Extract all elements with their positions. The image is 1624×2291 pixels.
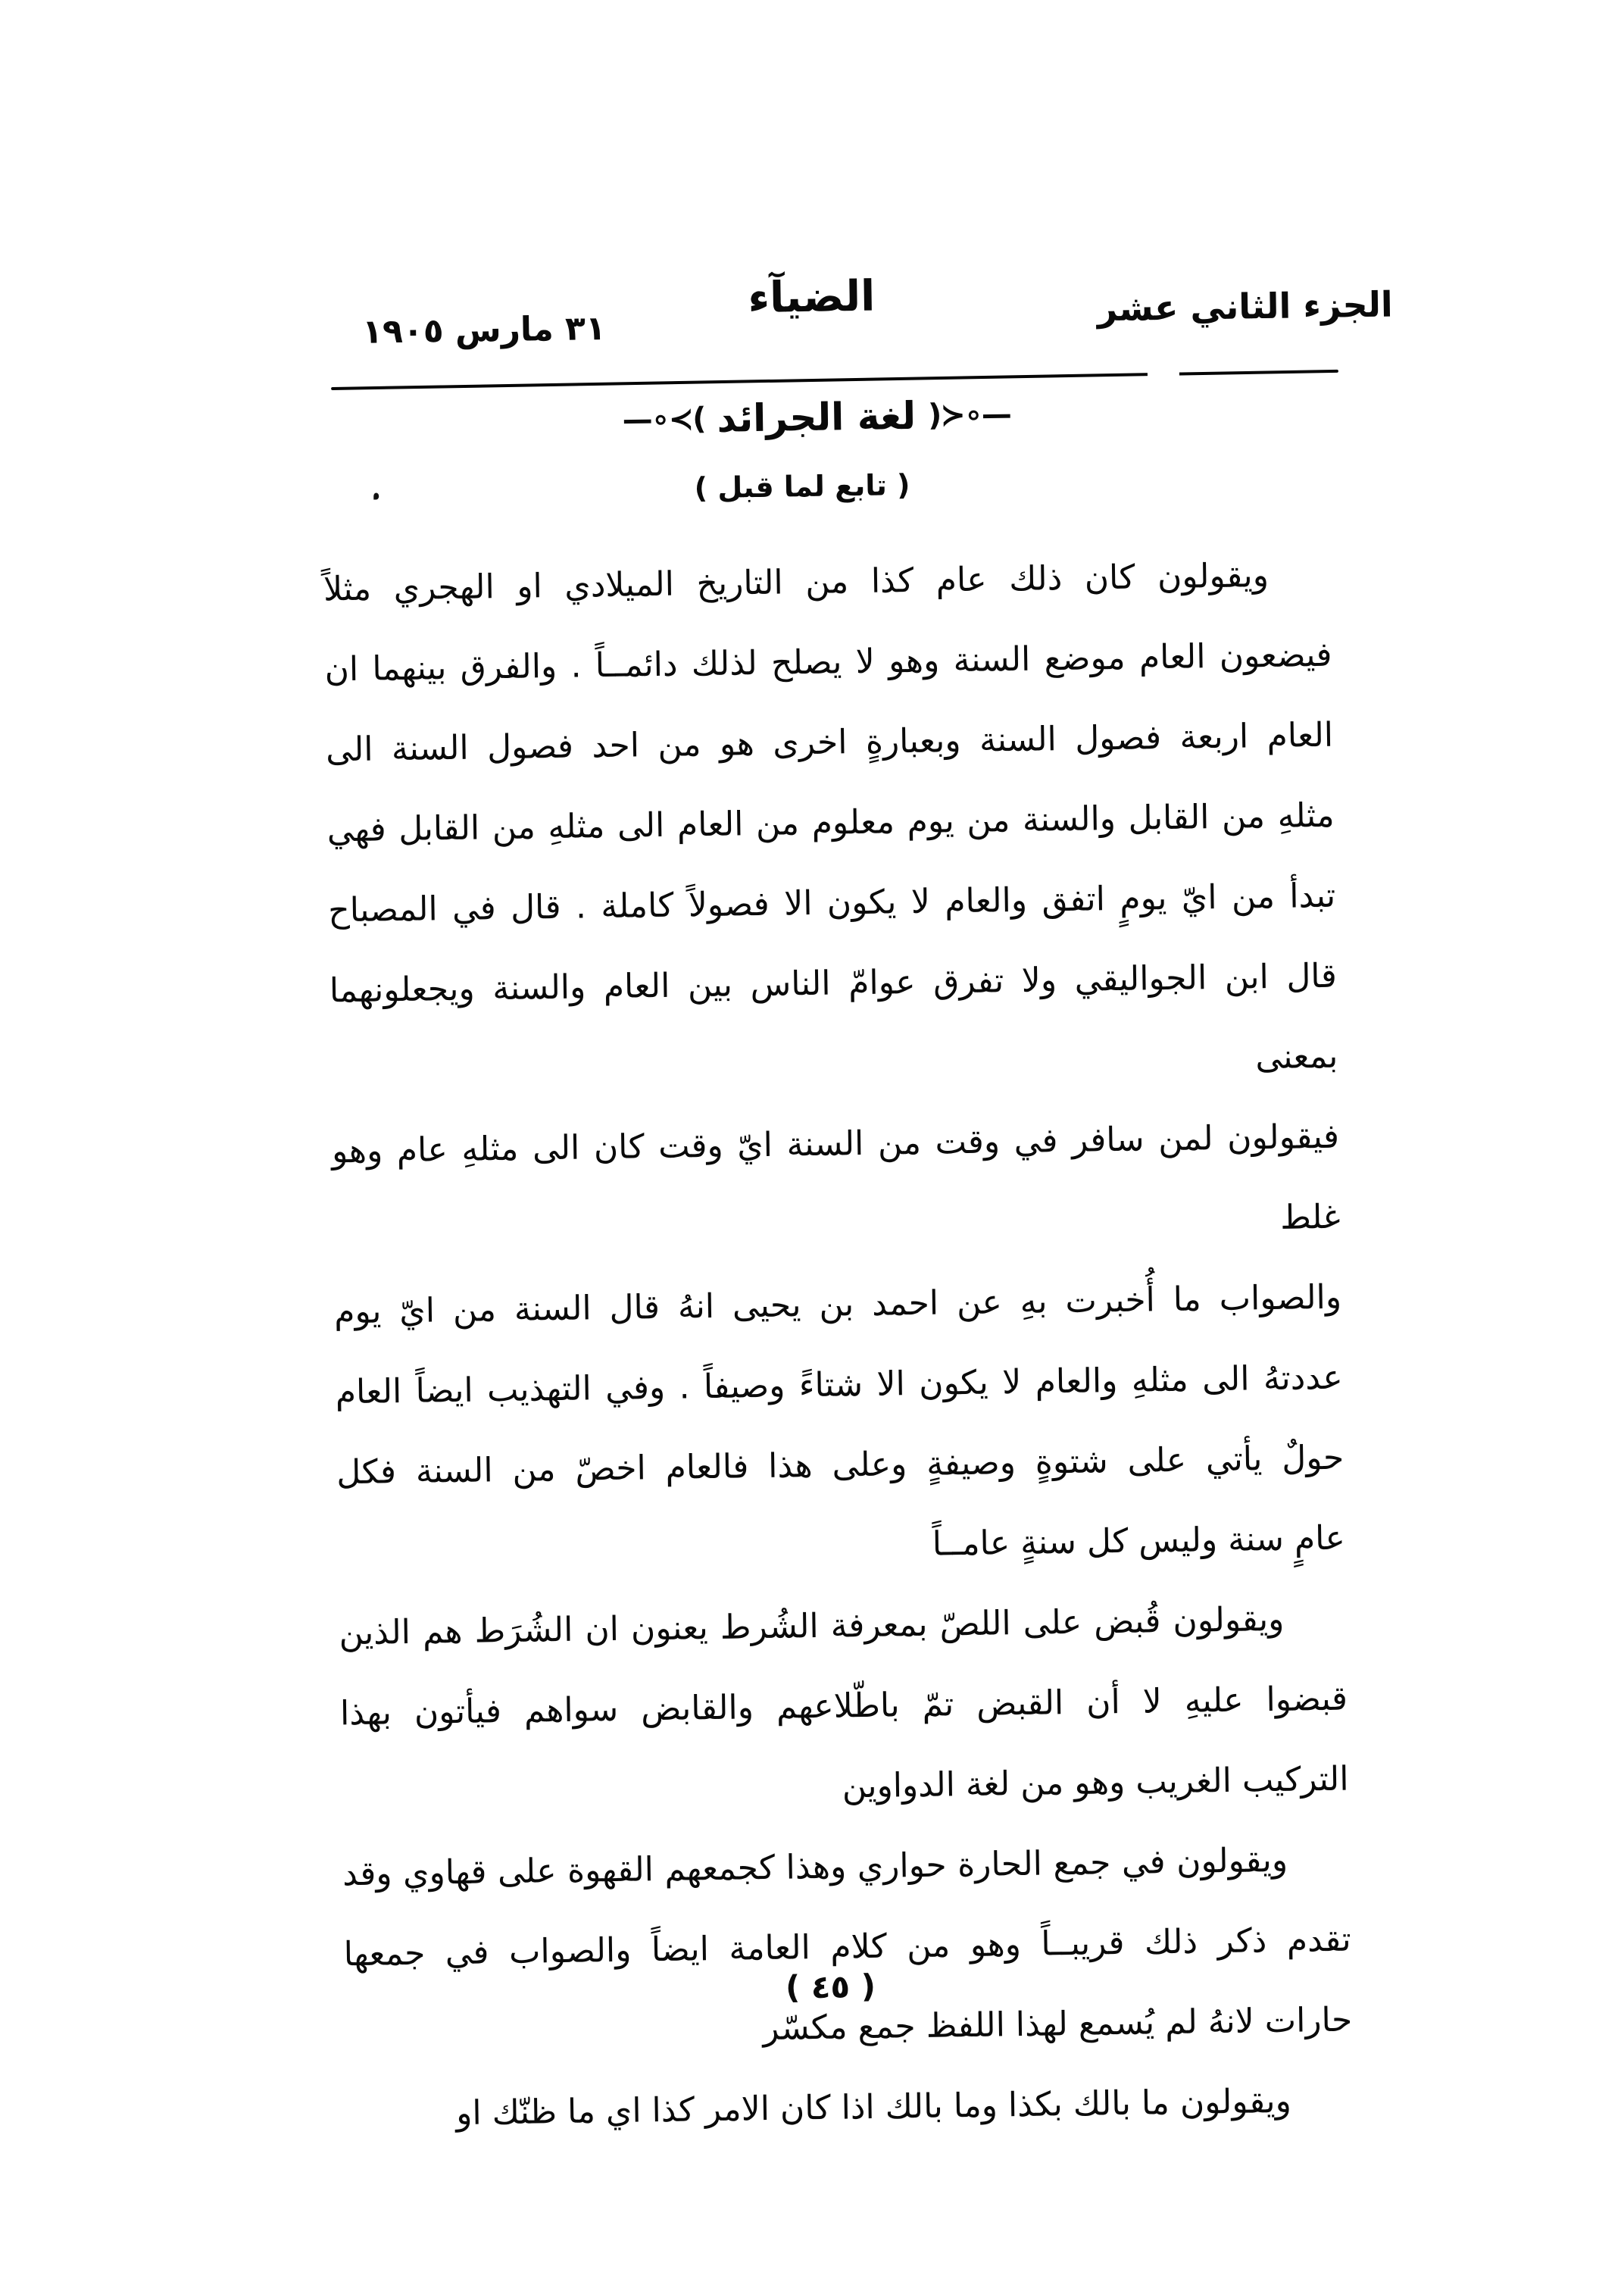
- issue-date: ٣١ مارس ١٩٠٥: [361, 308, 607, 352]
- title-ornament-right: )≻∘—: [927, 397, 1011, 433]
- text-line: تبدأ من ايّ يومٍ اتفق والعام لا يكون الا فصولاً كاملة . قال في المصباح: [327, 876, 1336, 930]
- section-title-row: [573, 392, 1059, 442]
- text-line: التركيب الغريب وهو من لغة الدواوين: [842, 1759, 1349, 1806]
- text-line: عددتهُ الى مثلهِ والعام لا يكون الا شتاءً وصيفاً . وفي التهذيب ايضاً العام: [335, 1358, 1343, 1412]
- text-line: قبضوا عليهِ لا أن القبض تمّ باطّلاعهم والقابض سواهم فيأتون بهذا: [339, 1679, 1348, 1733]
- text-line: العام اربعة فصول السنة وبعبارةٍ اخرى هو من احد فصول السنة الى: [325, 715, 1334, 770]
- ink-speck: [373, 492, 379, 499]
- article-body: [323, 535, 1354, 2155]
- text-line: فيضعون العام موضع السنة وهو لا يصلح لذلك دائمــاً . والفرق بينهما ان: [324, 635, 1332, 689]
- journal-masthead: الضيآء: [747, 271, 876, 323]
- text-line: ويقولون في جمع الحارة حواري وهذا كجمعهم القهوة على قهاوي وقد: [342, 1840, 1288, 1894]
- header-divider: [331, 370, 1338, 390]
- text-line: والصواب ما أُخبرت بهِ عن احمد بن يحيى انهُ قال السنة من ايّ يوم: [333, 1277, 1342, 1332]
- text-line: ويقولون كان ذلك عام كذا من التاريخ الميلادي او الهجري مثلاً: [323, 555, 1270, 609]
- text-line: ويقولون ما بالك بكذا وما بالك اذا كان الامر كذا اي ما ظنّك او: [455, 2081, 1292, 2133]
- section-subtitle: ( تابع لما قبل ): [694, 467, 910, 505]
- page-number: ( ٤٥ ): [785, 1967, 876, 2006]
- issue-label: الجزء الثاني عشر: [1097, 283, 1394, 330]
- text-line: تقدم ذكر ذلك قريبــاً وهو من كلام العامة ايضاً والصواب في جمعها: [343, 1920, 1352, 1974]
- text-line: ويقولون قُبض على اللصّ بمعرفة الشُرط يعنون ان الشُرَط هم الذين: [339, 1599, 1285, 1653]
- text-line: مثلهِ من القابل والسنة من يوم معلوم من العام الى مثلهِ من القابل فهي: [326, 795, 1335, 850]
- text-line: عامٍ سنة وليس كل سنةٍ عامــاً: [932, 1518, 1346, 1564]
- text-line: حولٌ يأتي على شتوةٍ وصيفةٍ وعلى هذا فالعام اخصّ من السنة فكل: [336, 1438, 1344, 1492]
- text-line: قال ابن الجواليقي ولا تفرق عوامّ الناس بين العام والسنة ويجعلونهما بمعنى: [329, 956, 1338, 1077]
- title-ornament-left: —∘≺(: [622, 401, 705, 438]
- section-title: لغة الجرائد: [717, 393, 917, 441]
- text-line: حارات لانهُ لم يُسمع لهذا اللفظ جمع مكسّر: [762, 2000, 1353, 2049]
- text-line: فيقولون لمن سافر في وقت من السنة ايّ وقت كان الى مثلهِ عام وهو غلط: [331, 1117, 1341, 1237]
